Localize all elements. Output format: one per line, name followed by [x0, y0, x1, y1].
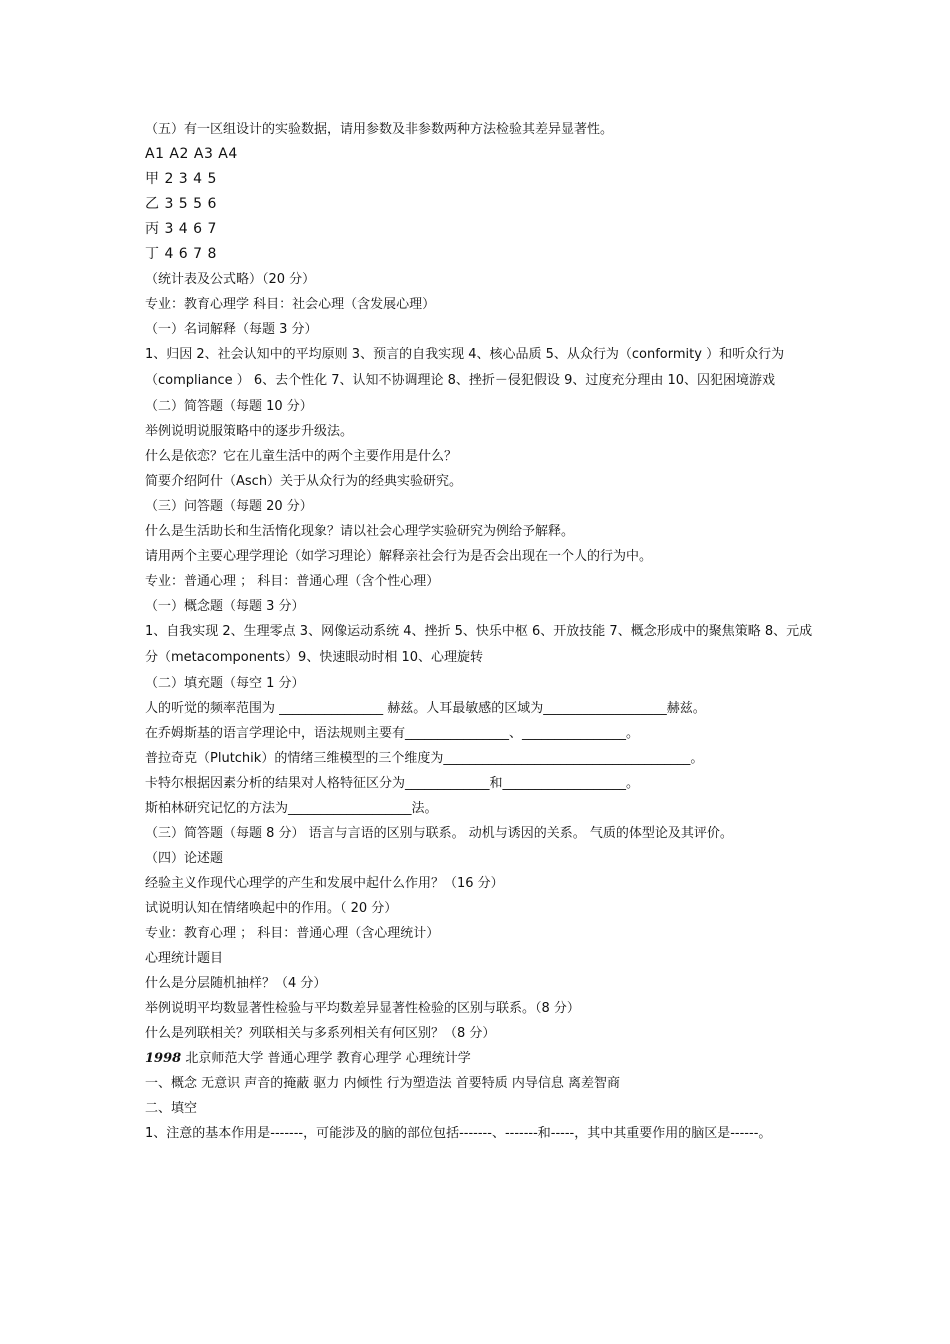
part-3-heading: （三）简答题（每题 8 分） 语言与言语的区别与联系。 动机与诱因的关系。 气质的体型论及其评价。	[145, 826, 733, 841]
question-item: 什么是分层随机抽样？（4 分）	[145, 976, 327, 991]
data-row-bing: 丙 3 4 6 7	[145, 221, 217, 237]
question-item: 什么是列联相关？列联相关与多系列相关有何区别？（8 分）	[145, 1026, 496, 1041]
fill-heading-1998: 二、填空	[145, 1101, 198, 1116]
part-2-heading: （二）简答题（每题 10 分）	[145, 399, 313, 414]
fill-blank-item: 卡特尔根据因素分析的结果对人格特征区分为_____________和___________________。	[145, 776, 640, 791]
stat-subheading: 心理统计题目	[145, 951, 224, 966]
year-heading-text: 北京师范大学 普通心理学 教育心理学 心理统计学	[181, 1051, 471, 1066]
year-label: 1998	[145, 1051, 182, 1066]
question-5-heading: （五）有一区组设计的实验数据，请用参数及非参数两种方法检验其差异显著性。	[145, 122, 614, 137]
question-item: 举例说明平均数显著性检验与平均数差异显著性检验的区别与联系。（8 分）	[145, 1001, 580, 1016]
question-item: 简要介绍阿什（Asch）关于从众行为的经典实验研究。	[145, 474, 463, 489]
part-2-heading: （二）填充题（每空 1 分）	[145, 676, 305, 691]
fill-blank-item: 人的听觉的频率范围为 ________________ 赫兹。人耳最敏感的区域为___________________赫兹。	[145, 701, 706, 716]
part-3-heading: （三）问答题（每题 20 分）	[145, 499, 313, 514]
part-1-heading: （一）概念题（每题 3 分）	[145, 599, 305, 614]
part-1-heading: （一）名词解释（每题 3 分）	[145, 322, 318, 337]
concepts-list: 1、自我实现 2、生理零点 3、网像运动系统 4、挫折 5、快乐中枢 6、开放技能 7、概念形成中的聚焦策略 8、元成分（metacomponents）9、快速眼动时相 10、心理旋转	[145, 624, 813, 665]
stat-table-note: （统计表及公式略）（20 分）	[145, 272, 316, 287]
section-heading-edu: 专业：教育心理 ； 科目：普通心理（含心理统计）	[145, 926, 440, 941]
terms-list: 1、归因 2、社会认知中的平均原则 3、预言的自我实现 4、核心品质 5、从众行为（conformity ）和听众行为（compliance ） 6、去个性化 7、认知不协调理论 8、挫折－侵犯假设 9、过度充分理由 10、囚犯困境游戏	[145, 347, 785, 388]
data-row-ding: 丁 4 6 7 8	[145, 246, 217, 262]
question-item: 试说明认知在情绪唤起中的作用。（ 20 分）	[145, 901, 398, 916]
fill-blank-item: 在乔姆斯基的语言学理论中，语法规则主要有________________、________________。	[145, 726, 640, 741]
data-header-row: A1 A2 A3 A4	[145, 146, 238, 162]
question-item: 什么是依恋？它在儿童生活中的两个主要作用是什么？	[145, 449, 458, 464]
document-body	[145, 117, 815, 1147]
data-row-yi: 乙 3 5 5 6	[145, 196, 217, 212]
fill-blank-item: 普拉奇克（Plutchik）的情绪三维模型的三个维度为______________________________________。	[145, 751, 704, 766]
section-heading-general: 专业：普通心理 ； 科目：普通心理（含个性心理）	[145, 574, 440, 589]
year-1998-heading	[145, 1046, 815, 1071]
question-item: 请用两个主要心理学理论（如学习理论）解释亲社会行为是否会出现在一个人的行为中。	[145, 549, 653, 564]
data-row-jia: 甲 2 3 4 5	[145, 171, 217, 187]
fill-item-1998: 1、注意的基本作用是-------，可能涉及的脑的部位包括-------、-------和-----，其中其重要作用的脑区是------。	[145, 1126, 772, 1141]
question-item: 什么是生活助长和生活惰化现象？请以社会心理学实验研究为例给予解释。	[145, 524, 575, 539]
question-item: 举例说明说服策略中的逐步升级法。	[145, 424, 354, 439]
fill-blank-item: 斯柏林研究记忆的方法为___________________法。	[145, 801, 438, 816]
part-4-heading: （四）论述题	[145, 851, 224, 866]
section-heading-social: 专业：教育心理学 科目：社会心理（含发展心理）	[145, 297, 436, 312]
question-item: 经验主义作现代心理学的产生和发展中起什么作用？（16 分）	[145, 876, 504, 891]
concepts-1998: 一、概念 无意识 声音的掩蔽 驱力 内倾性 行为塑造法 首要特质 内导信息 离差智商	[145, 1076, 621, 1091]
